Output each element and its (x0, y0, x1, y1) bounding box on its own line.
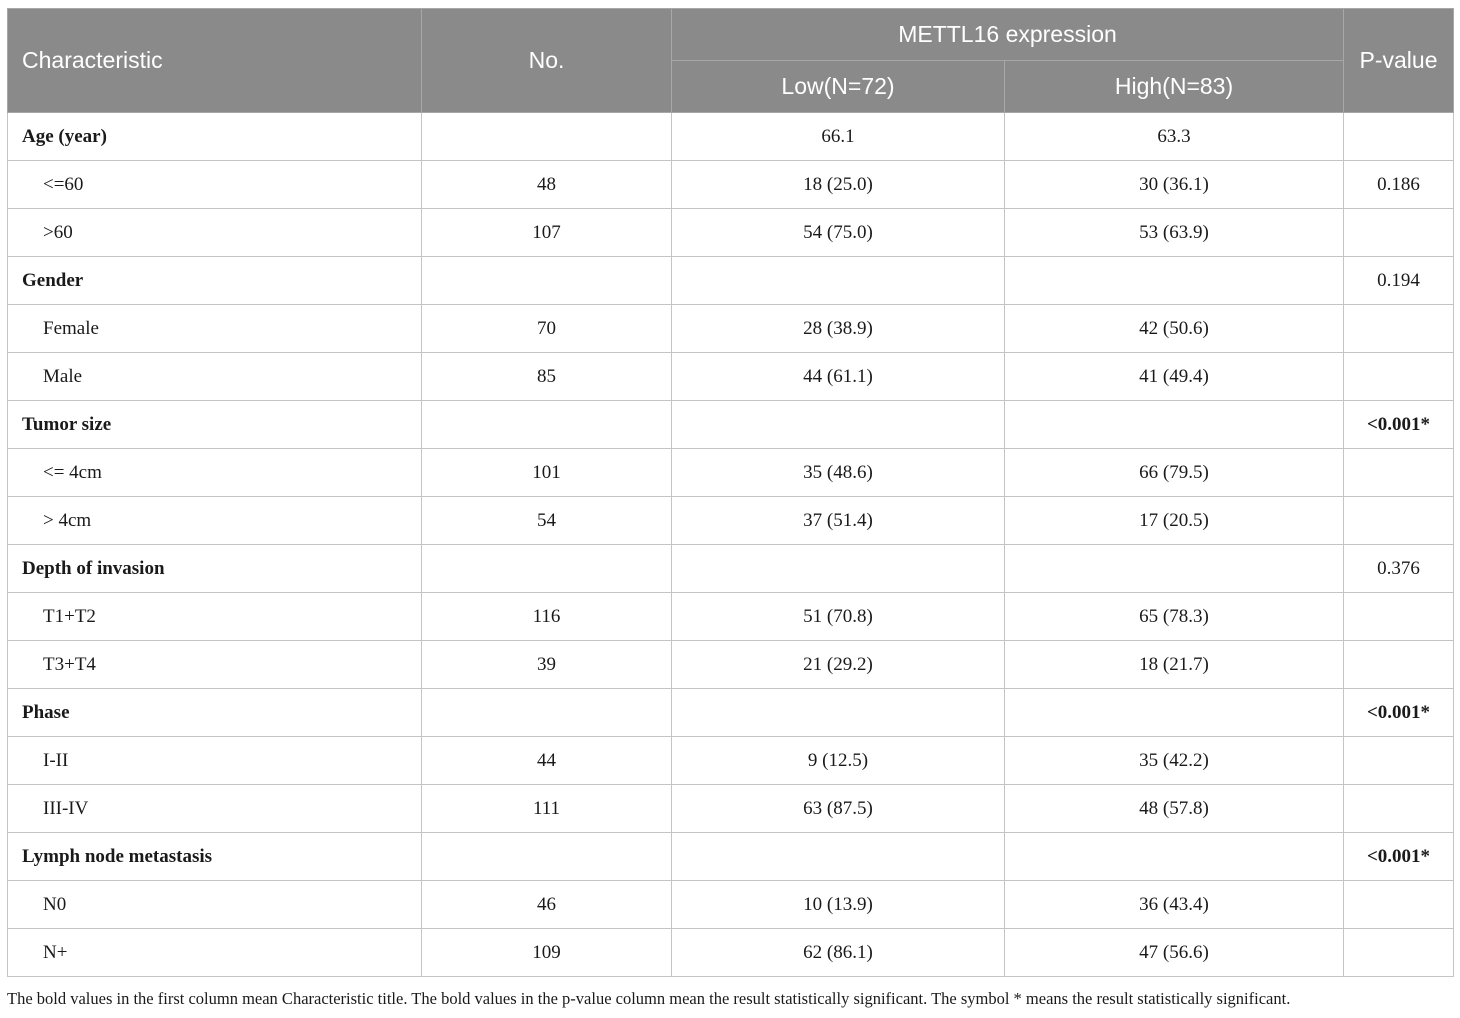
cell-characteristic: <=60 (8, 161, 422, 209)
cell-low (672, 833, 1005, 881)
table-row (8, 641, 1454, 689)
cell-characteristic: Tumor size (8, 401, 422, 449)
cell-count: 39 (422, 641, 672, 689)
cell-low: 66.1 (672, 113, 1005, 161)
cell-count: 44 (422, 737, 672, 785)
cell-low: 18 (25.0) (672, 161, 1005, 209)
cell-low: 10 (13.9) (672, 881, 1005, 929)
header-row-1 (8, 9, 1454, 61)
cell-characteristic: T3+T4 (8, 641, 422, 689)
cell-low: 54 (75.0) (672, 209, 1005, 257)
cell-p-value (1344, 785, 1454, 833)
cell-p-value (1344, 353, 1454, 401)
cell-count: 107 (422, 209, 672, 257)
cell-p-value (1344, 497, 1454, 545)
cell-characteristic: N0 (8, 881, 422, 929)
cell-characteristic: T1+T2 (8, 593, 422, 641)
cell-count (422, 257, 672, 305)
cell-p-value (1344, 737, 1454, 785)
cell-p-value: 0.194 (1344, 257, 1454, 305)
cell-characteristic: N+ (8, 929, 422, 977)
cell-low: 51 (70.8) (672, 593, 1005, 641)
header-high: High(N=83) (1005, 61, 1344, 113)
cell-p-value: <0.001* (1344, 401, 1454, 449)
cell-p-value (1344, 881, 1454, 929)
table-row (8, 929, 1454, 977)
cell-count: 48 (422, 161, 672, 209)
table-body (8, 113, 1454, 977)
cell-characteristic: > 4cm (8, 497, 422, 545)
cell-low: 21 (29.2) (672, 641, 1005, 689)
cell-characteristic: III-IV (8, 785, 422, 833)
cell-count (422, 545, 672, 593)
cell-characteristic: >60 (8, 209, 422, 257)
category-row (8, 833, 1454, 881)
table-row (8, 497, 1454, 545)
cell-low: 44 (61.1) (672, 353, 1005, 401)
cell-characteristic: Age (year) (8, 113, 422, 161)
cell-low (672, 689, 1005, 737)
table-footnote: The bold values in the first column mean Characteristic title. The bold values in the p-value column mean the result statistically significant. The symbol * means the result statistically significant. (7, 989, 1291, 1008)
cell-characteristic: Lymph node metastasis (8, 833, 422, 881)
table-container (7, 8, 1453, 977)
cell-low (672, 257, 1005, 305)
table-row (8, 449, 1454, 497)
cell-count: 116 (422, 593, 672, 641)
table-row (8, 161, 1454, 209)
cell-high (1005, 833, 1344, 881)
cell-low: 63 (87.5) (672, 785, 1005, 833)
cell-count: 70 (422, 305, 672, 353)
cell-low (672, 401, 1005, 449)
cell-low: 28 (38.9) (672, 305, 1005, 353)
table-row (8, 785, 1454, 833)
header-p-value: P-value (1344, 9, 1454, 113)
cell-p-value: 0.186 (1344, 161, 1454, 209)
cell-high: 53 (63.9) (1005, 209, 1344, 257)
cell-high (1005, 689, 1344, 737)
cell-high (1005, 545, 1344, 593)
cell-p-value (1344, 113, 1454, 161)
cell-high: 42 (50.6) (1005, 305, 1344, 353)
cell-high: 17 (20.5) (1005, 497, 1344, 545)
cell-low: 9 (12.5) (672, 737, 1005, 785)
cell-p-value: <0.001* (1344, 833, 1454, 881)
cell-count: 54 (422, 497, 672, 545)
table-row (8, 737, 1454, 785)
category-row (8, 401, 1454, 449)
cell-high: 41 (49.4) (1005, 353, 1344, 401)
cell-high: 63.3 (1005, 113, 1344, 161)
table-row (8, 593, 1454, 641)
cell-low (672, 545, 1005, 593)
header-no: No. (422, 9, 672, 113)
cell-characteristic: Phase (8, 689, 422, 737)
cell-count: 101 (422, 449, 672, 497)
category-row (8, 689, 1454, 737)
table-row (8, 881, 1454, 929)
header-expression-group: METTL16 expression (672, 9, 1344, 61)
cell-high: 65 (78.3) (1005, 593, 1344, 641)
cell-high: 18 (21.7) (1005, 641, 1344, 689)
cell-high (1005, 401, 1344, 449)
cell-high: 66 (79.5) (1005, 449, 1344, 497)
cell-high: 47 (56.6) (1005, 929, 1344, 977)
header-characteristic: Characteristic (8, 9, 422, 113)
cell-p-value (1344, 593, 1454, 641)
table-row (8, 353, 1454, 401)
cell-p-value (1344, 449, 1454, 497)
cell-characteristic: Gender (8, 257, 422, 305)
cell-low: 62 (86.1) (672, 929, 1005, 977)
cell-count (422, 113, 672, 161)
cell-low: 35 (48.6) (672, 449, 1005, 497)
cell-characteristic: Depth of invasion (8, 545, 422, 593)
header-low: Low(N=72) (672, 61, 1005, 113)
cell-p-value: 0.376 (1344, 545, 1454, 593)
cell-count (422, 401, 672, 449)
cell-count: 111 (422, 785, 672, 833)
cell-p-value (1344, 209, 1454, 257)
cell-high: 30 (36.1) (1005, 161, 1344, 209)
cell-high (1005, 257, 1344, 305)
cell-characteristic: <= 4cm (8, 449, 422, 497)
table-header (8, 9, 1454, 113)
cell-p-value (1344, 929, 1454, 977)
cell-p-value (1344, 305, 1454, 353)
cell-low: 37 (51.4) (672, 497, 1005, 545)
cell-count (422, 689, 672, 737)
cell-characteristic: Female (8, 305, 422, 353)
cell-count: 85 (422, 353, 672, 401)
category-row (8, 113, 1454, 161)
cell-count: 109 (422, 929, 672, 977)
table-row (8, 305, 1454, 353)
characteristics-table (7, 8, 1454, 977)
category-row (8, 545, 1454, 593)
cell-p-value: <0.001* (1344, 689, 1454, 737)
cell-count: 46 (422, 881, 672, 929)
category-row (8, 257, 1454, 305)
cell-p-value (1344, 641, 1454, 689)
cell-high: 36 (43.4) (1005, 881, 1344, 929)
table-row (8, 209, 1454, 257)
cell-high: 35 (42.2) (1005, 737, 1344, 785)
cell-count (422, 833, 672, 881)
cell-characteristic: Male (8, 353, 422, 401)
cell-high: 48 (57.8) (1005, 785, 1344, 833)
cell-characteristic: I-II (8, 737, 422, 785)
